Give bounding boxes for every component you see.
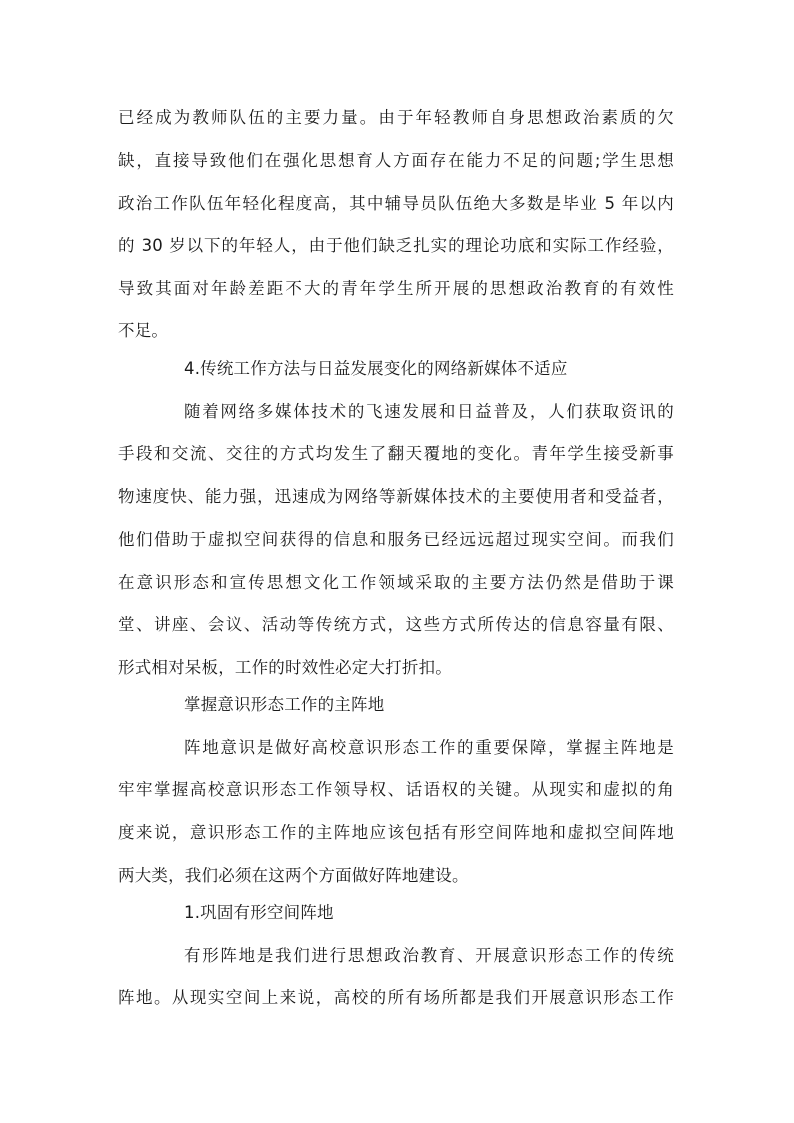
text-line: 物速度快、能力强，迅速成为网络等新媒体技术的主要使用者和受益者， — [118, 487, 674, 506]
section-heading: 掌握意识形态工作的主阵地 — [184, 695, 385, 714]
text-line: 导致其面对年龄差距不大的青年学生所开展的思想政治教育的有效性 — [118, 279, 674, 298]
text-line: 在意识形态和宣传思想文化工作领域采取的主要方法仍然是借助于课 — [118, 573, 674, 592]
text-line: 牢牢掌握高校意识形态工作领导权、话语权的关键。从现实和虚拟的角 — [118, 780, 674, 799]
text-line: 不足。 — [118, 321, 169, 340]
text-line: 阵地意识是做好高校意识形态工作的重要保障，掌握主阵地是 — [184, 738, 674, 757]
section-heading: 1.巩固有形空间阵地 — [184, 903, 334, 922]
text-line: 有形阵地是我们进行思想政治教育、开展意识形态工作的传统 — [184, 946, 674, 965]
section-heading: 4.传统工作方法与日益发展变化的网络新媒体不适应 — [184, 359, 568, 378]
text-line: 手段和交流、交往的方式均发生了翻天覆地的变化。青年学生接受新事 — [118, 444, 674, 463]
text-line: 两大类，我们必须在这两个方面做好阵地建设。 — [118, 866, 469, 885]
text-line: 阵地。从现实空间上来说，高校的所有场所都是我们开展意识形态工作 — [118, 988, 674, 1007]
text-line: 缺，直接导致他们在强化思想育人方面存在能力不足的问题;学生思想 — [118, 151, 674, 170]
text-line: 度来说，意识形态工作的主阵地应该包括有形空间阵地和虚拟空间阵地 — [118, 823, 674, 842]
text-line: 随着网络多媒体技术的飞速发展和日益普及，人们获取资讯的 — [184, 402, 674, 421]
text-line: 堂、讲座、会议、活动等传统方式，这些方式所传达的信息容量有限、 — [118, 615, 674, 634]
text-line: 政治工作队伍年轻化程度高，其中辅导员队伍绝大多数是毕业 5 年以内 — [118, 194, 674, 213]
text-line: 的 30 岁以下的年轻人，由于他们缺乏扎实的理论功底和实际工作经验， — [118, 236, 674, 255]
text-line: 已经成为教师队伍的主要力量。由于年轻教师自身思想政治素质的欠 — [118, 108, 674, 127]
text-line: 他们借助于虚拟空间获得的信息和服务已经远远超过现实空间。而我们 — [118, 530, 674, 549]
text-line: 形式相对呆板，工作的时效性必定大打折扣。 — [118, 658, 452, 677]
